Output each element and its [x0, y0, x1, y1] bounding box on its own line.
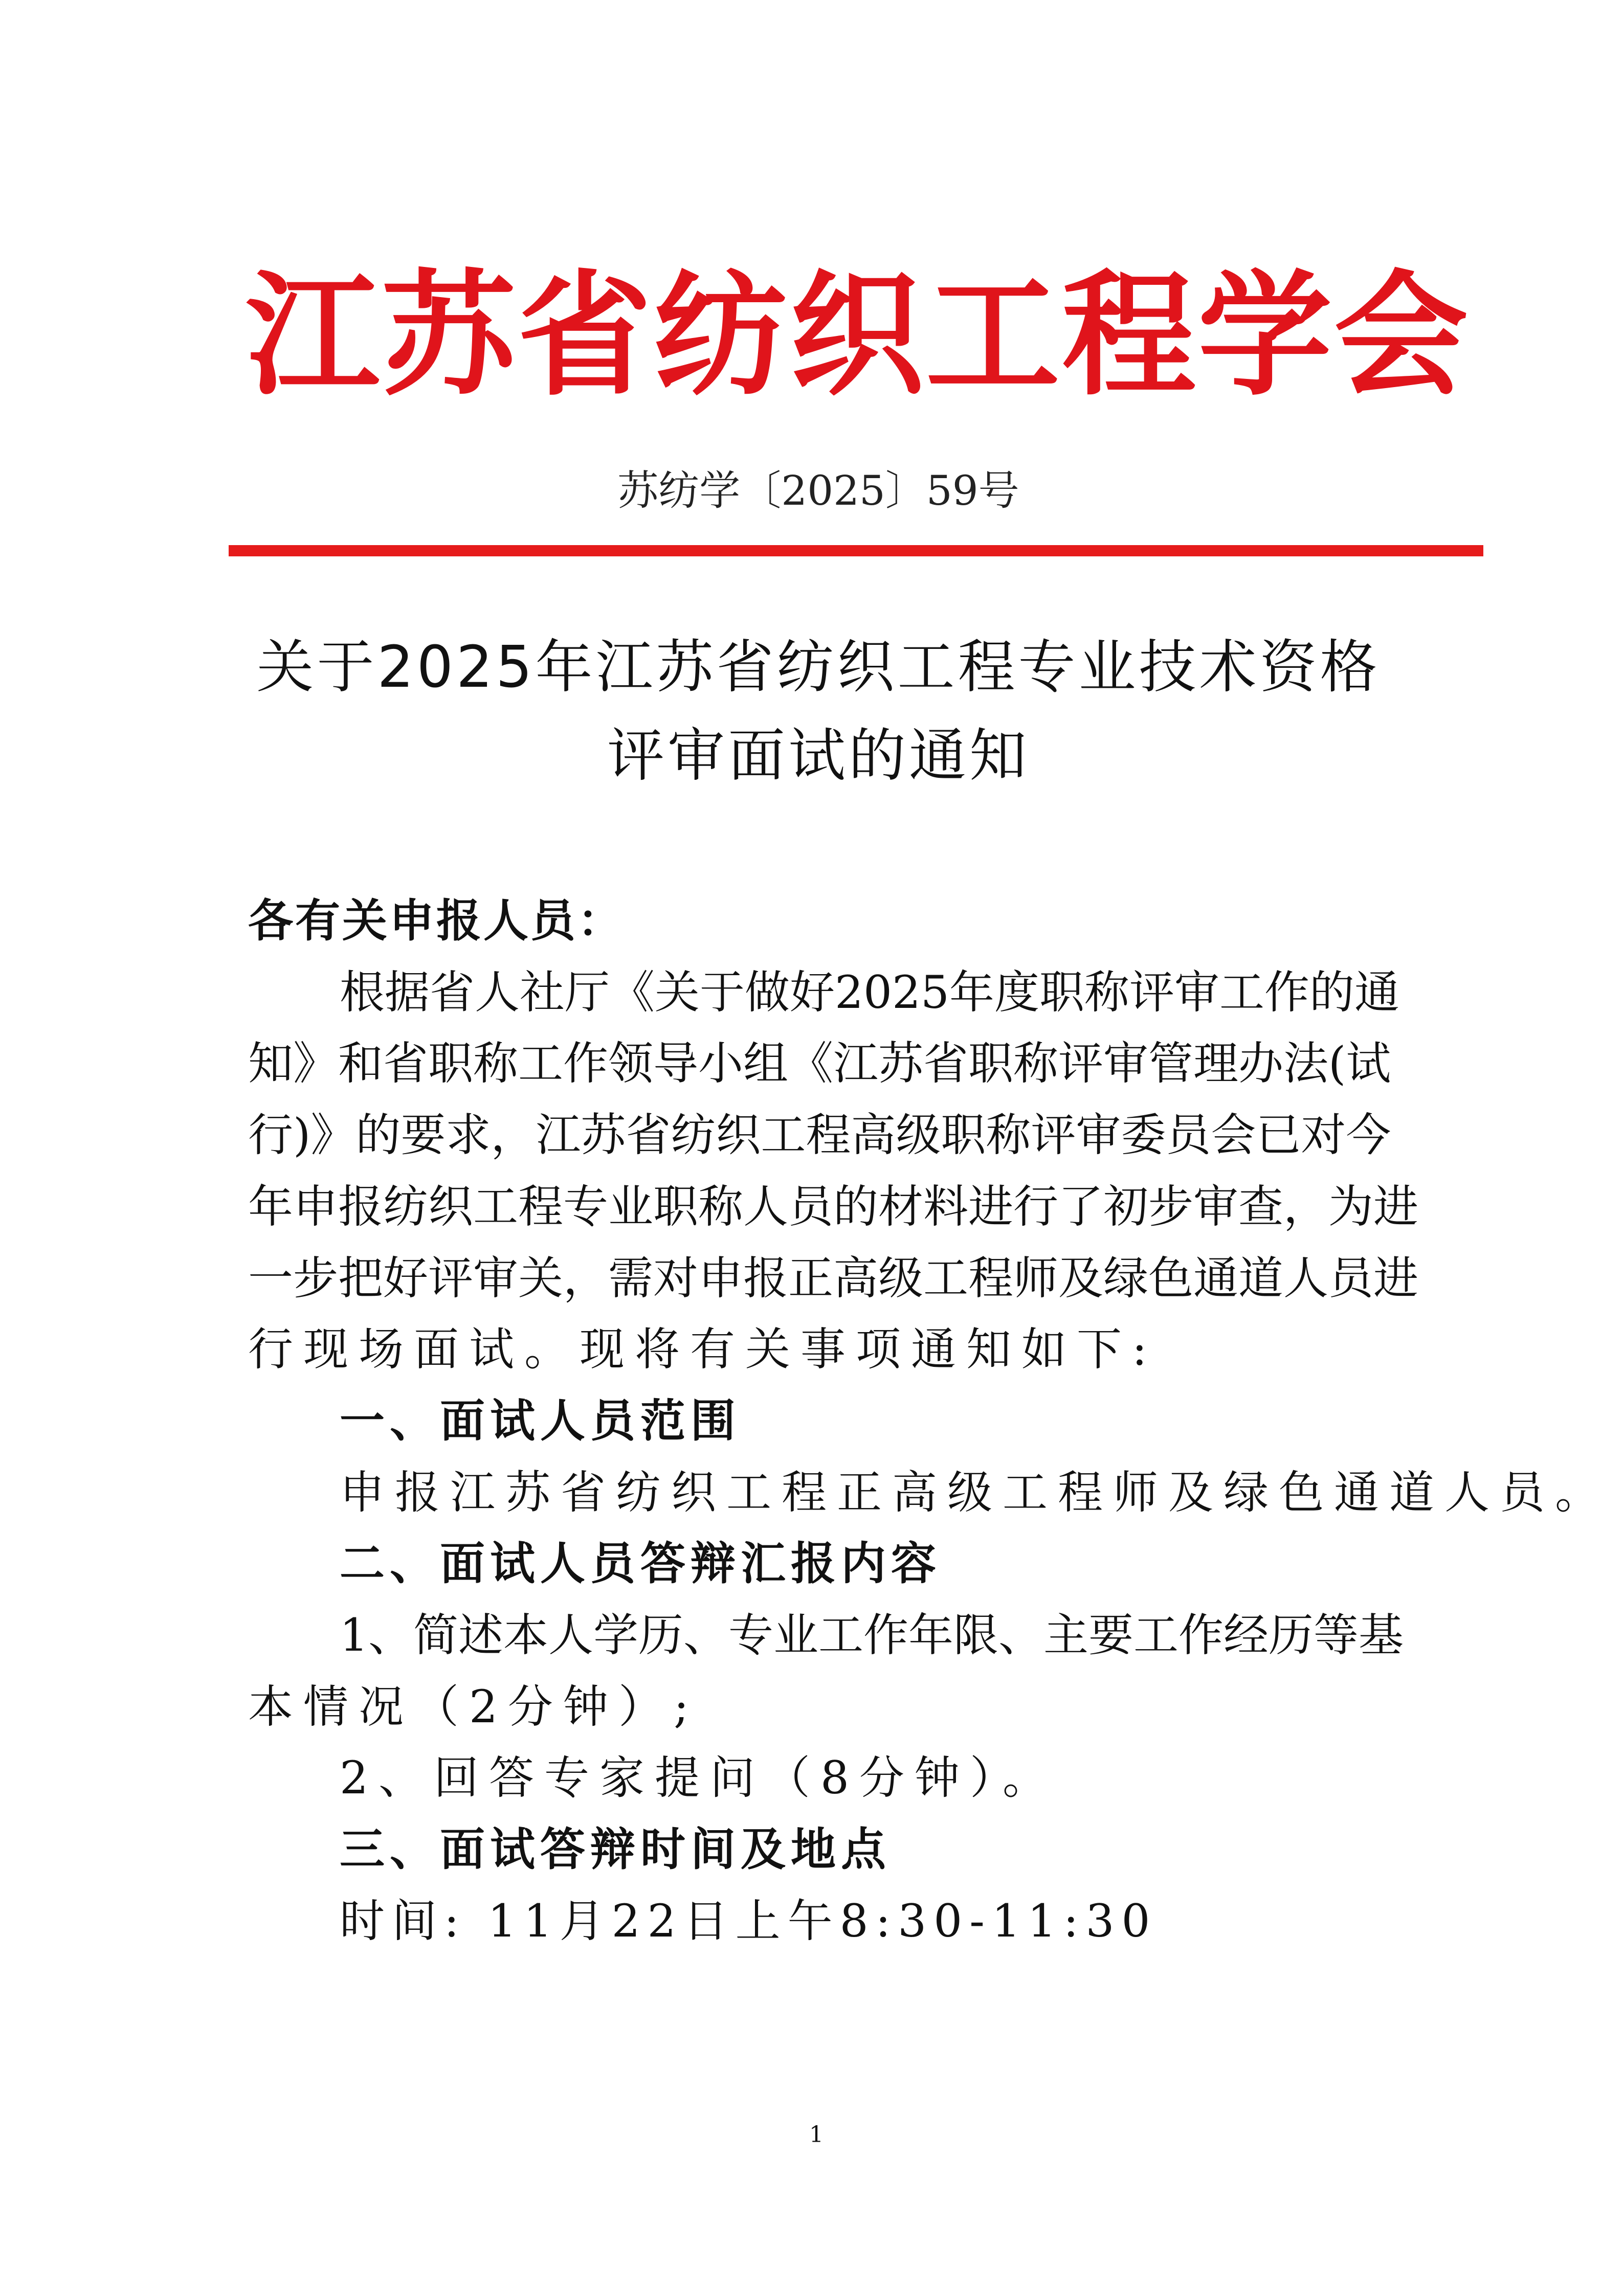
section2-item1-cont: 本情况（2分钟）;: [248, 1680, 699, 1733]
intro-line: 年申报纺织工程专业职称人员的材料进行了初步审查，为进: [248, 1180, 1419, 1233]
section1-heading: 一、面试人员范围: [340, 1394, 741, 1447]
page-number: 1: [809, 2122, 824, 2148]
section2-item2: 2、回答专家提问（8分钟）。: [340, 1751, 1058, 1804]
section2-heading: 二、面试人员答辩汇报内容: [340, 1537, 942, 1590]
intro-line: 行)》的要求，江苏省纺织工程高级职称评审委员会已对今: [248, 1109, 1391, 1161]
intro-line: 行现场面试。现将有关事项通知如下:: [248, 1323, 1158, 1376]
organization-header: 江苏省纺织工程学会: [246, 256, 1468, 414]
intro-line: 知》和省职称工作领导小组《江苏省职称评审管理办法(试: [248, 1037, 1391, 1090]
section1-text: 申报江苏省纺织工程正高级工程师及绿色通道人员。: [340, 1466, 1611, 1519]
red-divider: [229, 545, 1483, 556]
intro-line: 根据省人社厅《关于做好2025年度职称评审工作的通: [340, 966, 1399, 1019]
intro-line: 一步把好评审关，需对申报正高级工程师及绿色通道人员进: [248, 1252, 1419, 1304]
section2-item1: 1、简述本人学历、专业工作年限、主要工作经历等基: [340, 1609, 1404, 1661]
notice-title-line1: 关于2025年江苏省纺织工程专业技术资格: [256, 634, 1381, 701]
document-number: 苏纺学〔2025〕59号: [617, 467, 1019, 514]
salutation: 各有关申报人员：: [248, 894, 625, 947]
notice-title-line2: 评审面试的通知: [607, 723, 1030, 789]
section3-time: 时间: 11月22日上午8:30-11:30: [340, 1895, 1158, 1947]
section3-heading: 三、面试答辩时间及地点: [340, 1823, 892, 1876]
